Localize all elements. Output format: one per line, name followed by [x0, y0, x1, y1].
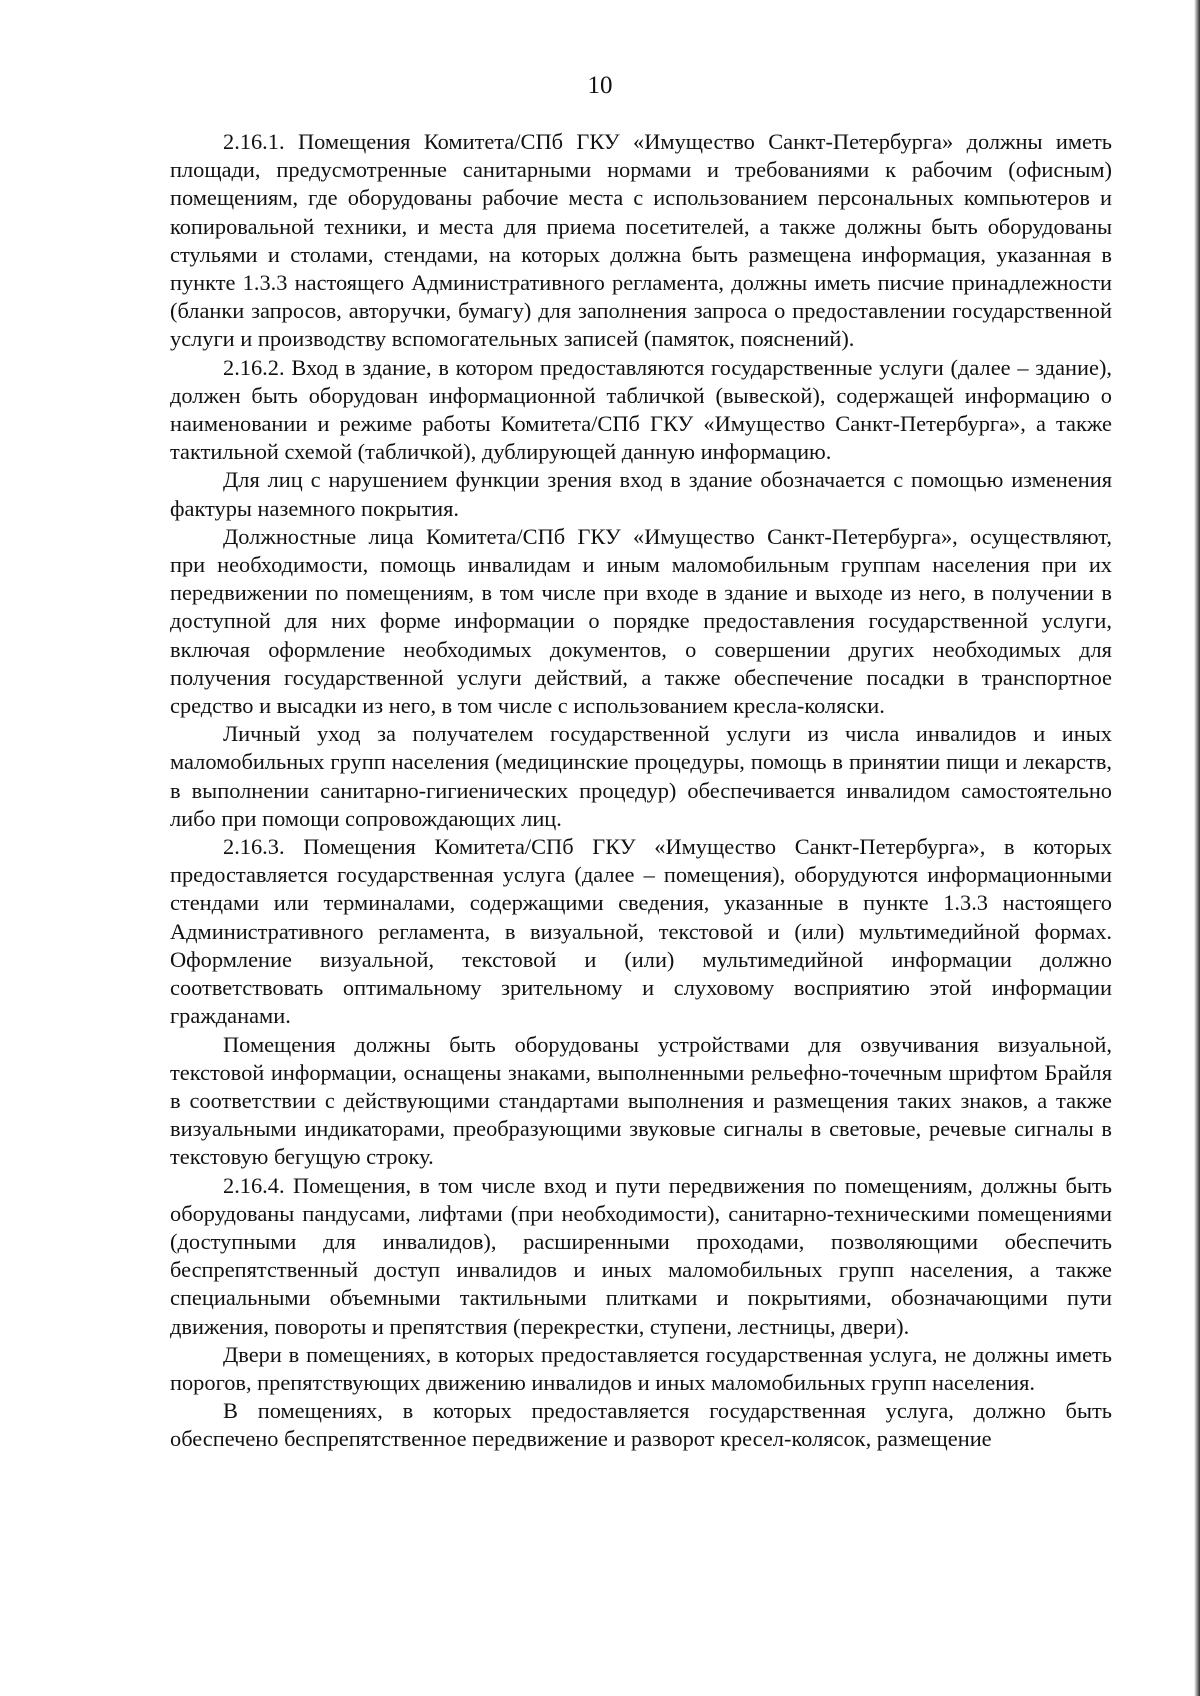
paragraph-wheelchair-movement: В помещениях, в которых предоставляется государственная услуга, должно быть обеспечено беспрепятственное передвижение и разворот кресел-колясок, размещение [170, 1398, 1112, 1452]
scan-edge-shadow [1194, 0, 1200, 1696]
paragraph-2-16-3: 2.16.3. Помещения Комитета/СПб ГКУ «Имущество Санкт-Петербурга», в которых предоставляется государственная услуга (далее – помещения), оборудуются информационными стендами или терминалами, содержащими сведения, указанные в пункте 1.3.3 настоящего Административного регламента, в визуальной, текстовой и (или) мультимедийной формах. Оформление визуальной, текстовой и (или) мультимедийной информации должно соответствовать оптимальному зрительному и слуховому восприятию этой информации гражданами. [170, 834, 1112, 1029]
paragraph-vision-impaired-entrance: Для лиц с нарушением функции зрения вход в здание обозначается с помощью изменения фактуры наземного покрытия. [170, 467, 1112, 521]
document-body [170, 128, 1112, 1454]
paragraph-doors-thresholds: Двери в помещениях, в которых предоставляется государственная услуга, не должны иметь порогов, препятствующих движению инвалидов и иных маломобильных групп населения. [170, 1341, 1112, 1395]
paragraph-2-16-2: 2.16.2. Вход в здание, в котором предоставляются государственные услуги (далее – здание), должен быть оборудован информационной табличкой (вывеской), содержащей информацию о наименовании и режиме работы Комитета/СПб ГКУ «Имущество Санкт-Петербурга», а также тактильной схемой (табличкой), дублирующей данную информацию. [170, 354, 1112, 465]
paragraph-2-16-1: 2.16.1. Помещения Комитета/СПб ГКУ «Имущество Санкт-Петербурга» должны иметь площади, предусмотренные санитарными нормами и требованиями к рабочим (офисным) помещениям, где оборудованы рабочие места с использованием персональных компьютеров и копировальной техники, и места для приема посетителей, а также должны быть оборудованы стульями и столами, стендами, на которых должна быть размещена информация, указанная в пункте 1.3.3 настоящего Административного регламента, должны иметь писчие принадлежности (бланки запросов, авторучки, бумагу) для заполнения запроса о предоставлении государственной услуги и производству вспомогательных записей (памяток, пояснений). [170, 129, 1112, 352]
page-number: 10 [587, 72, 613, 99]
paragraph-officials-assistance: Должностные лица Комитета/СПб ГКУ «Имущество Санкт-Петербурга», осуществляют, при необходимости, помощь инвалидам и иным маломобильным группам населения при их передвижении по помещениям, в том числе при входе в здание и выходе из него, в получении в доступной для них форме информации о порядке предоставления государственной услуги, включая оформление необходимых документов, о совершении других необходимых для получения государственной услуги действий, а также обеспечение посадки в транспортное средство и высадки из него, в том числе с использованием кресла-коляски. [170, 523, 1112, 719]
paragraph-personal-care: Личный уход за получателем государственной услуги из числа инвалидов и иных маломобильных групп населения (медицинские процедуры, помощь в принятии пищи и лекарств, в выполнении санитарно-гигиенических процедур) обеспечивается инвалидом самостоятельно либо при помощи сопровождающих лиц. [170, 721, 1112, 831]
paragraph-audio-braille-equipment: Помещения должны быть оборудованы устройствами для озвучивания визуальной, текстовой информации, оснащены знаками, выполненными рельефно-точечным шрифтом Брайля в соответствии с действующими стандартами выполнения и размещения таких знаков, а также визуальными индикаторами, преобразующими звуковые сигналы в световые, речевые сигналы в текстовую бегущую строку. [170, 1031, 1112, 1170]
paragraph-2-16-4: 2.16.4. Помещения, в том числе вход и пути передвижения по помещениям, должны быть оборудованы пандусами, лифтами (при необходимости), санитарно-техническими помещениями (доступными для инвалидов), расширенными проходами, позволяющими обеспечить беспрепятственный доступ инвалидов и иных маломобильных групп населения, а также специальными объемными тактильными плитками и покрытиями, обозначающими пути движения, повороты и препятствия (перекрестки, ступени, лестницы, двери). [170, 1172, 1112, 1339]
